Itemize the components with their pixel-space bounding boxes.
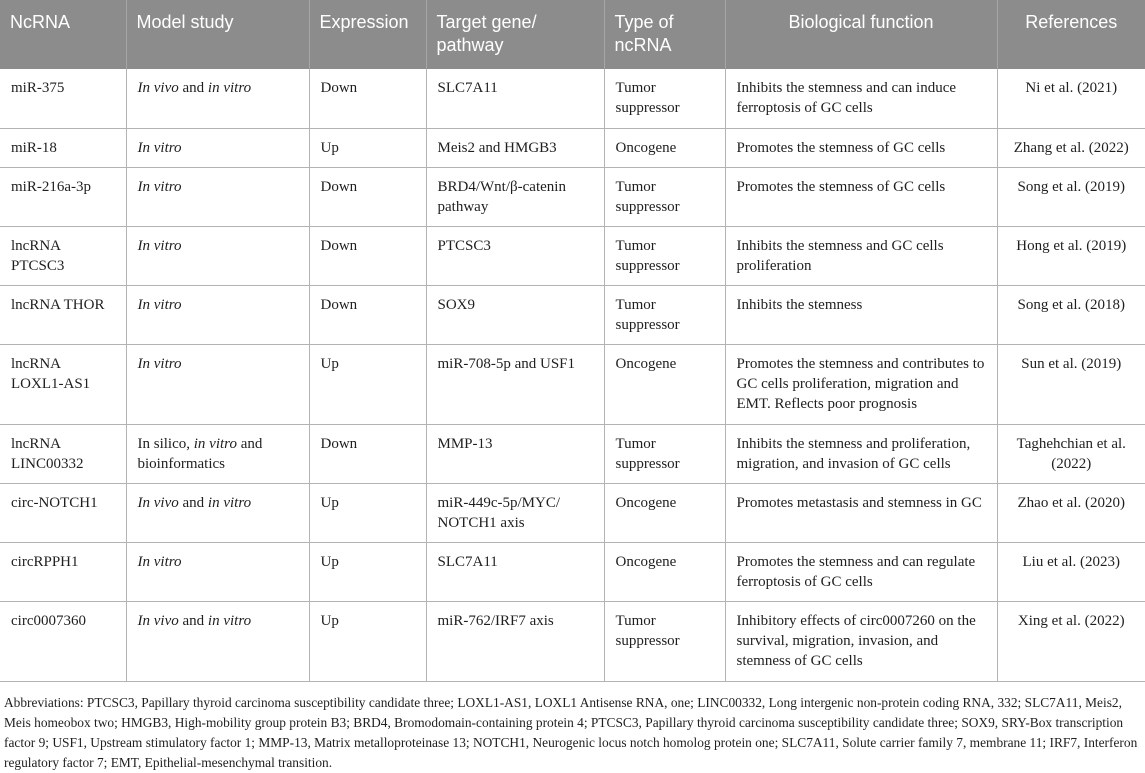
model-study-part: In silico,	[137, 435, 194, 452]
cell-target-gene: miR-762/IRF7 axis	[426, 601, 604, 681]
cell-type: Oncogene	[604, 542, 725, 601]
cell-model-study	[126, 226, 309, 285]
model-study-part: in vitro	[207, 612, 252, 629]
cell-biological-function: Inhibits the stemness	[725, 285, 997, 344]
cell-target-gene: PTCSC3	[426, 226, 604, 285]
cell-expression: Up	[309, 344, 426, 424]
cell-target-gene: MMP-13	[426, 424, 604, 483]
cell-expression: Down	[309, 226, 426, 285]
model-study-part: In vitro	[137, 553, 182, 570]
cell-ncrna: lncRNA THOR	[0, 285, 126, 344]
cell-ncrna: circ0007360	[0, 601, 126, 681]
cell-ncrna: miR-216a-3p	[0, 167, 126, 226]
cell-expression: Up	[309, 542, 426, 601]
cell-reference: Song et al. (2019)	[997, 167, 1145, 226]
cell-type: Tumor suppressor	[604, 601, 725, 681]
model-study-part: In vitro	[137, 178, 182, 195]
model-study-part: and	[178, 612, 208, 629]
cell-model-study	[126, 344, 309, 424]
header-type: Type of ncRNA	[604, 0, 725, 69]
cell-model-study	[126, 285, 309, 344]
cell-type: Oncogene	[604, 128, 725, 167]
cell-target-gene: SOX9	[426, 285, 604, 344]
cell-reference: Hong et al. (2019)	[997, 226, 1145, 285]
cell-type: Oncogene	[604, 483, 725, 542]
cell-type: Tumor suppressor	[604, 424, 725, 483]
cell-model-study	[126, 69, 309, 128]
model-study-part: and	[178, 80, 208, 96]
cell-target-gene: miR-708-5p and USF1	[426, 344, 604, 424]
model-study-part: in vitro	[207, 80, 252, 96]
cell-biological-function: Promotes metastasis and stemness in GC	[725, 483, 997, 542]
cell-ncrna: lncRNA LOXL1-AS1	[0, 344, 126, 424]
cell-ncrna: miR-375	[0, 69, 126, 128]
table-row	[0, 128, 1145, 167]
cell-expression: Down	[309, 285, 426, 344]
cell-type: Tumor suppressor	[604, 226, 725, 285]
cell-target-gene: miR-449c-5p/MYC/ NOTCH1 axis	[426, 483, 604, 542]
header-target-gene: Target gene/ pathway	[426, 0, 604, 69]
header-ncrna: NcRNA	[0, 0, 126, 69]
cell-biological-function: Promotes the stemness and contributes to GC cells proliferation, migration and EMT. Reflects poor prognosis	[725, 344, 997, 424]
cell-ncrna: lncRNA LINC00332	[0, 424, 126, 483]
cell-biological-function: Promotes the stemness of GC cells	[725, 167, 997, 226]
model-study-part: In vivo	[137, 494, 179, 511]
cell-biological-function: Promotes the stemness of GC cells	[725, 128, 997, 167]
table-row	[0, 69, 1145, 128]
table-row	[0, 167, 1145, 226]
header-expression: Expression	[309, 0, 426, 69]
cell-expression: Down	[309, 69, 426, 128]
cell-type: Tumor suppressor	[604, 167, 725, 226]
cell-model-study	[126, 542, 309, 601]
cell-reference: Liu et al. (2023)	[997, 542, 1145, 601]
cell-expression: Down	[309, 424, 426, 483]
cell-reference: Ni et al. (2021)	[997, 69, 1145, 128]
cell-type: Tumor suppressor	[604, 69, 725, 128]
table-header-row	[0, 0, 1145, 69]
header-model-study: Model study	[126, 0, 309, 69]
model-study-part: and	[178, 494, 208, 511]
cell-reference: Song et al. (2018)	[997, 285, 1145, 344]
cell-model-study	[126, 128, 309, 167]
cell-ncrna: miR-18	[0, 128, 126, 167]
table-row	[0, 424, 1145, 483]
cell-model-study	[126, 601, 309, 681]
cell-target-gene: SLC7A11	[426, 542, 604, 601]
cell-ncrna: circ-NOTCH1	[0, 483, 126, 542]
cell-expression: Down	[309, 167, 426, 226]
cell-biological-function: Inhibits the stemness and can induce ferroptosis of GC cells	[725, 69, 997, 128]
cell-biological-function: Inhibits the stemness and proliferation, migration, and invasion of GC cells	[725, 424, 997, 483]
cell-reference: Taghehchian et al. (2022)	[997, 424, 1145, 483]
cell-expression: Up	[309, 483, 426, 542]
cell-expression: Up	[309, 128, 426, 167]
cell-biological-function: Promotes the stemness and can regulate ferroptosis of GC cells	[725, 542, 997, 601]
table-row	[0, 285, 1145, 344]
cell-target-gene: BRD4/Wnt/β-catenin pathway	[426, 167, 604, 226]
cell-type: Oncogene	[604, 344, 725, 424]
model-study-part: In vivo	[137, 612, 179, 629]
cell-reference: Xing et al. (2022)	[997, 601, 1145, 681]
cell-reference: Sun et al. (2019)	[997, 344, 1145, 424]
cell-reference: Zhang et al. (2022)	[997, 128, 1145, 167]
cell-model-study	[126, 167, 309, 226]
model-study-part: In vitro	[137, 296, 182, 313]
table-row	[0, 483, 1145, 542]
model-study-part: in vitro	[193, 435, 237, 452]
cell-target-gene: SLC7A11	[426, 69, 604, 128]
model-study-part: in vitro	[207, 494, 252, 511]
cell-type: Tumor suppressor	[604, 285, 725, 344]
table-row	[0, 542, 1145, 601]
table-row	[0, 344, 1145, 424]
cell-model-study	[126, 424, 309, 483]
table-row	[0, 226, 1145, 285]
model-study-part: In vivo	[137, 80, 179, 96]
abbreviations-footnote: Abbreviations: PTCSC3, Papillary thyroid carcinoma susceptibility candidate three; LOXL1-AS1, LOXL1 Antisense RNA, one; LINC00332, Long intergenic non-protein coding RNA, 332; SLC7A11, Meis2, Meis homeobox two; HMGB3, High-mobility group protein B3; BRD4, Bromodomain-containing protein 4; PTCSC3, Papillary thyroid carcinoma susceptibility candidate three; SOX9, SRY-Box transcription factor 9; USF1, Upstream stimulatory factor 1; MMP-13, Matrix metalloproteinase 13; NOTCH1, Neurogenic locus notch homolog protein one; SLC7A11, Solute carrier family 7, membrane 11; IRF7, Interferon regulatory factor 7; EMT, Epithelial-mesenchymal transition.	[4, 694, 1138, 770]
model-study-part: and bioinformatics	[137, 435, 263, 472]
cell-biological-function: Inhibits the stemness and GC cells proliferation	[725, 226, 997, 285]
header-biological-function: Biological function	[725, 0, 997, 69]
header-references: References	[997, 0, 1145, 69]
cell-target-gene: Meis2 and HMGB3	[426, 128, 604, 167]
model-study-part: In vitro	[137, 237, 182, 254]
cell-ncrna: circRPPH1	[0, 542, 126, 601]
cell-reference: Zhao et al. (2020)	[997, 483, 1145, 542]
cell-expression: Up	[309, 601, 426, 681]
cell-ncrna: lncRNA PTCSC3	[0, 226, 126, 285]
cell-model-study	[126, 483, 309, 542]
table-row	[0, 601, 1145, 681]
model-study-part: In vitro	[137, 355, 182, 372]
model-study-part: In vitro	[137, 139, 182, 156]
cell-biological-function: Inhibitory effects of circ0007260 on the survival, migration, invasion, and stemness of GC cells	[725, 601, 997, 681]
